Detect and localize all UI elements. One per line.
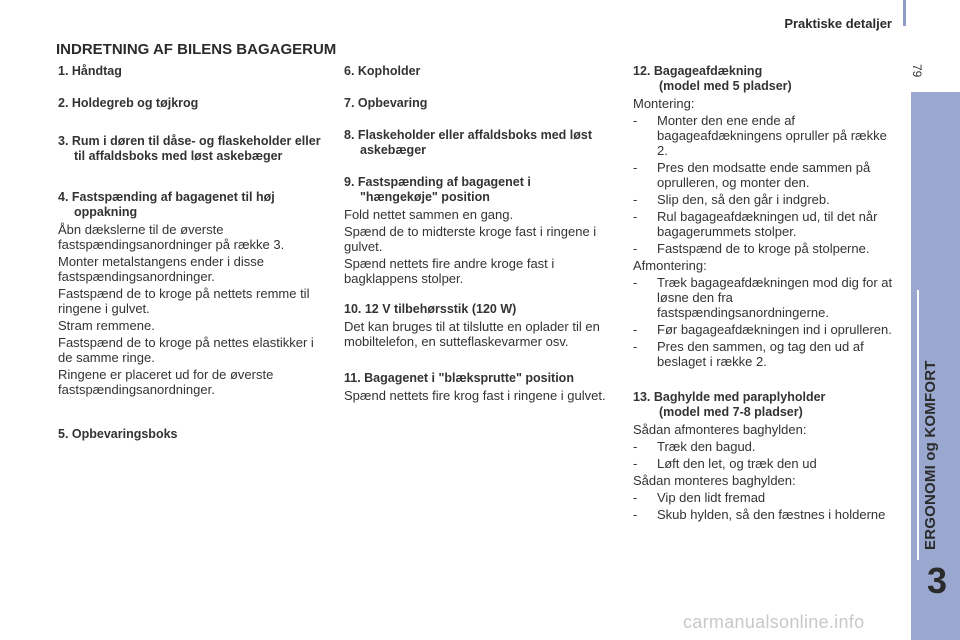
heading-8: 8. Flaskeholder eller affaldsboks med løst askebæger <box>344 128 593 157</box>
column-1 <box>58 64 330 442</box>
unmount-label: Afmontering: <box>633 258 707 273</box>
list-item: - Løft den let, og træk den ud <box>633 456 817 471</box>
header-divider <box>903 0 906 26</box>
chapter-number: 3 <box>926 560 948 601</box>
list-item: - Pres den sammen, og tag den ud af beslaget i række 2. <box>633 339 864 369</box>
heading-3: 3. Rum i døren til dåse- og flaskeholder eller til affaldsboks med løst askebæger <box>58 134 321 163</box>
heading-10: 10. 12 V tilbehørsstik (120 W) <box>344 302 517 316</box>
heading-2: 2. Holdegreb og tøjkrog <box>58 96 199 110</box>
paragraph: Fastspænd de to kroge på nettets remme til ringene i gulvet. <box>58 286 310 316</box>
paragraph: Åbn dækslerne til de øverste fastspændingsanordninger på række 3. <box>58 222 285 252</box>
heading-1: 1. Håndtag <box>58 64 122 78</box>
sidebar-rule <box>917 290 919 560</box>
paragraph: Spænd nettets fire andre kroge fast i bagklappens stolper. <box>344 256 555 286</box>
list-item: - Fastspænd de to kroge på stolperne. <box>633 241 870 256</box>
paragraph: Fold nettet sammen en gang. <box>344 207 514 222</box>
list-item: - Før bagageafdækningen ind i oprulleren. <box>633 322 892 337</box>
list-item: - Skub hylden, så den fæstnes i holderne <box>633 507 886 522</box>
heading-6: 6. Kopholder <box>344 64 421 78</box>
install-label: Sådan monteres baghylden: <box>633 473 796 488</box>
page-title: INDRETNING AF BILENS BAGAGERUM <box>56 41 337 58</box>
heading-12: 12. Bagageafdækning (model med 5 pladser) <box>633 64 792 93</box>
list-item: - Vip den lidt fremad <box>633 490 766 505</box>
paragraph: Monter metalstangens ender i disse fastspændingsanordninger. <box>58 254 264 284</box>
heading-5: 5. Opbevaringsboks <box>58 427 178 441</box>
paragraph: Fastspænd de to kroge på nettes elastikker i de samme ringe. <box>58 335 314 365</box>
page-number: 79 <box>910 64 924 78</box>
list-item: - Slip den, så den går i indgreb. <box>633 192 830 207</box>
section-header: Praktiske detaljer <box>784 16 892 31</box>
paragraph: Ringene er placeret ud for de øverste fastspændingsanordninger. <box>58 367 274 397</box>
list-item: - Monter den ene ende af bagageafdækningens opruller på række 2. <box>633 113 887 158</box>
heading-7: 7. Opbevaring <box>344 96 428 110</box>
list-item: - Rul bagageafdækningen ud, til det når bagagerummets stolper. <box>633 209 878 239</box>
watermark: carmanualsonline.info <box>683 612 865 632</box>
chapter-title: ERGONOMI og KOMFORT <box>922 360 939 550</box>
heading-9: 9. Fastspænding af bagagenet i "hængekøje" position <box>344 175 531 204</box>
column-3 <box>633 64 896 522</box>
paragraph: Stram remmene. <box>58 318 155 333</box>
column-2 <box>344 64 612 403</box>
heading-4: 4. Fastspænding af bagagenet til høj oppakning <box>58 190 275 219</box>
heading-11: 11. Bagagenet i "blæksprutte" position <box>344 371 574 385</box>
mount-label: Montering: <box>633 96 695 111</box>
list-item: - Træk den bagud. <box>633 439 756 454</box>
heading-13: 13. Baghylde med paraplyholder (model med 7-8 pladser) <box>633 390 826 419</box>
list-item: - Træk bagageafdækningen mod dig for at løsne den fra fastspændingsanordningerne. <box>633 275 893 320</box>
list-item: - Pres den modsatte ende sammen på oprulleren, og monter den. <box>633 160 871 190</box>
paragraph: Spænd nettets fire krog fast i ringene i gulvet. <box>344 388 606 403</box>
paragraph: Spænd de to midterste kroge fast i ringene i gulvet. <box>344 224 597 254</box>
paragraph: Det kan bruges til at tilslutte en oplader til en mobiltelefon, en sutteflaskevarmer osv. <box>344 319 600 349</box>
remove-label: Sådan afmonteres baghylden: <box>633 422 807 437</box>
